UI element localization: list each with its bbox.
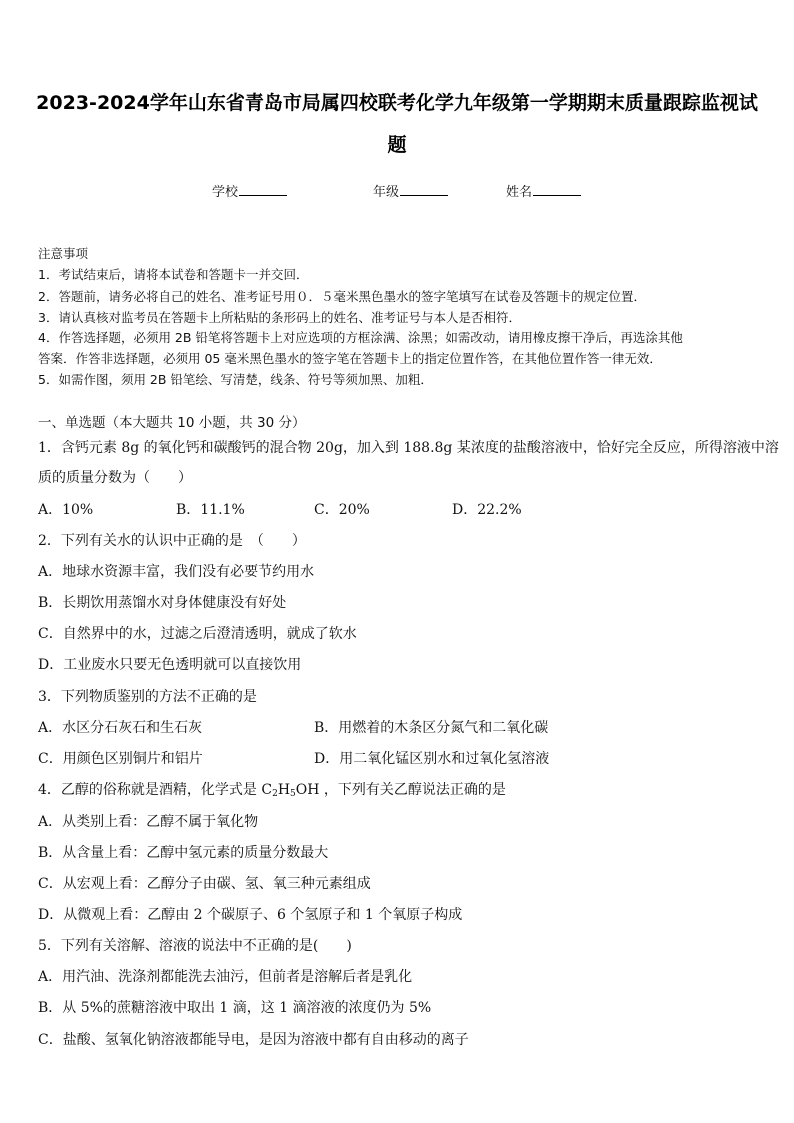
question-4-option-d: D．从微观上看：乙醇由 2 个碳原子、6 个氢原子和 1 个氧原子构成 bbox=[38, 907, 463, 923]
name-label: 姓名 bbox=[506, 185, 533, 200]
question-2-option-c: C．自然界中的水，过滤之后澄清透明，就成了软水 bbox=[38, 626, 357, 642]
question-5-option-a: A．用汽油、洗涤剂都能洗去油污，但前者是溶解后者是乳化 bbox=[38, 969, 413, 985]
question-3-option-d: D．用二氧化锰区别水和过氧化氢溶液 bbox=[314, 751, 550, 767]
section-heading: 一、单选题（本大题共 10 小题，共 30 分） bbox=[38, 415, 306, 431]
question-3-stem: 3．下列物质鉴别的方法不正确的是 bbox=[38, 689, 257, 705]
school-label: 学校 bbox=[212, 185, 239, 200]
notes-item-5: 5．如需作图，须用 2B 铅笔绘、写清楚，线条、符号等须加黑、加粗． bbox=[38, 372, 433, 387]
question-1-option-b: B．11.1% bbox=[176, 502, 245, 518]
formula-h: H bbox=[277, 782, 291, 798]
question-1-option-c: C．20% bbox=[314, 502, 370, 518]
question-2-option-b: B．长期饮用蒸馏水对身体健康没有好处 bbox=[38, 595, 287, 611]
question-5-option-c: C．盐酸、氢氧化钠溶液都能导电，是因为溶液中都有自由移动的离子 bbox=[38, 1032, 469, 1048]
notes-item-3: 3．请认真核对监考员在答题卡上所粘贴的条形码上的姓名、准考证号与本人是否相符． bbox=[38, 310, 521, 325]
formula-subscript-c: 2 bbox=[272, 789, 278, 799]
name-blank bbox=[533, 194, 581, 196]
page-title-line2: 题 bbox=[387, 134, 407, 156]
question-4-stem bbox=[38, 779, 506, 799]
name-field bbox=[506, 181, 581, 200]
question-2-option-a: A．地球水资源丰富，我们没有必要节约用水 bbox=[38, 564, 315, 580]
question-4-stem-pre: 4．乙醇的俗称就是酒精，化学式是 C bbox=[38, 782, 273, 798]
notes-heading: 注意事项 bbox=[38, 246, 89, 261]
question-1-stem-line2: 质的质量分数为（ ） bbox=[38, 470, 192, 486]
question-4-option-b: B．从含量上看：乙醇中氢元素的质量分数最大 bbox=[38, 845, 329, 861]
question-1-stem-line1: 1．含钙元素 8g 的氧化钙和碳酸钙的混合物 20g，加入到 188.8g 某浓度的盐酸溶液中，恰好完全反应，所得溶液中溶 bbox=[38, 440, 779, 456]
school-blank bbox=[239, 194, 287, 196]
grade-field bbox=[373, 181, 448, 200]
grade-blank bbox=[400, 194, 448, 196]
question-2-option-d: D．工业废水只要无色透明就可以直接饮用 bbox=[38, 657, 302, 673]
question-4-option-a: A．从类别上看：乙醇不属于氧化物 bbox=[38, 814, 259, 830]
page-title-line1: 2023-2024学年山东省青岛市局属四校联考化学九年级第一学期期末质量跟踪监视试 bbox=[36, 92, 758, 114]
question-2-stem: 2．下列有关水的认识中正确的是 （ ） bbox=[38, 533, 306, 549]
notes-item-4: 4．作答选择题，必须用 2B 铅笔将答题卡上对应选项的方框涂满、涂黑；如需改动，请用橡皮擦干净后，再选涂其他 bbox=[38, 330, 683, 345]
question-3-option-c: C．用颜色区别铜片和铝片 bbox=[38, 751, 203, 767]
notes-item-1: 1．考试结束后，请将本试卷和答题卡一并交回． bbox=[38, 267, 309, 282]
question-4-stem-post: OH ，下列有关乙醇说法正确的是 bbox=[295, 782, 506, 798]
formula-subscript-h: 5 bbox=[290, 789, 296, 799]
question-4-option-c: C．从宏观上看：乙醇分子由碳、氢、氧三种元素组成 bbox=[38, 876, 371, 892]
question-1-option-a: A．10% bbox=[38, 502, 94, 518]
question-5-stem: 5．下列有关溶解、溶液的说法中不正确的是( ) bbox=[38, 938, 352, 954]
question-1-option-d: D．22.2% bbox=[452, 502, 522, 518]
notes-item-2: 2．答题前，请务必将自己的姓名、准考证号用０．５毫米黑色墨水的签字笔填写在试卷及答题卡的规定位置． bbox=[38, 289, 646, 304]
school-field bbox=[212, 181, 287, 200]
grade-label: 年级 bbox=[373, 185, 400, 200]
question-3-option-a: A．水区分石灰石和生石灰 bbox=[38, 720, 203, 736]
question-3-option-b: B．用燃着的木条区分氮气和二氧化碳 bbox=[314, 720, 549, 736]
question-5-option-b: B．从 5%的蔗糖溶液中取出 1 滴，这 1 滴溶液的浓度仍为 5% bbox=[38, 1000, 432, 1016]
notes-item-4-cont: 答案．作答非选择题，必须用 05 毫米黑色墨水的签字笔在答题卡上的指定位置作答，在其他位置作答一律无效． bbox=[38, 351, 662, 366]
